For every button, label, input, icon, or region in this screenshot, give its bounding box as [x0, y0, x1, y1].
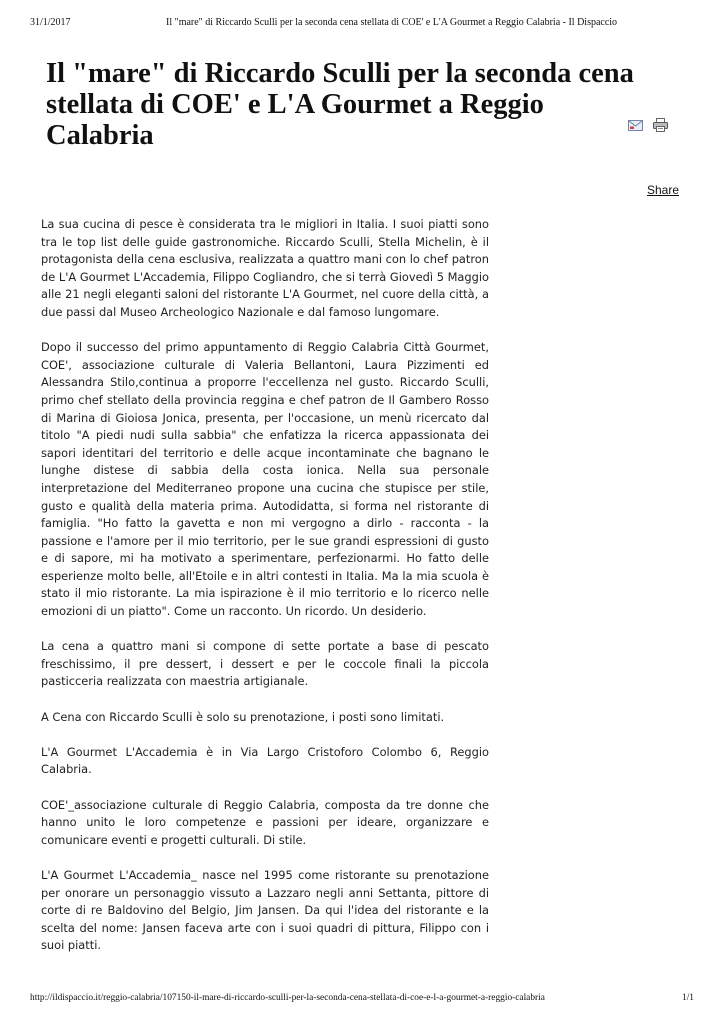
- article-paragraph: COE'_associazione culturale di Reggio Calabria, composta da tre donne che hanno unito le loro competenze e passioni per ideare, organizzare e comunicare eventi e progetti culturali. Di stile.: [41, 797, 489, 847]
- article-paragraph: La sua cucina di pesce è considerata tra le migliori in Italia. I suoi piatti sono tra le top list delle guide gastronomiche. Riccardo Sculli, Stella Michelin, è il protagonista della cena esclusiva, realizzata a quattro mani con lo chef patron de L'A Gourmet L'Accademia, Filippo Cogliandro, che si terrà Giovedì 5 Maggio alle 21 negli eleganti saloni del ristorante L'A Gourmet, nel cuore della città, a due passi dal Museo Archeologico Nazionale e dal famoso lungomare.: [41, 217, 489, 319]
- page-number: 1/1: [682, 993, 694, 1003]
- article-paragraph: La cena a quattro mani si compone di sette portate a base di pescato freschissimo, il pre dessert, i dessert e per le coccole finali la piccola pasticceria realizzata con maestria artigianale.: [41, 639, 489, 689]
- print-page-title: Il "mare" di Riccardo Sculli per la seconda cena stellata di COE' e L'A Gourmet a Reggio Calabria - Il Dispaccio: [166, 17, 618, 28]
- share-link[interactable]: Share: [646, 183, 679, 197]
- print-icon[interactable]: [653, 118, 668, 137]
- article-paragraph: A Cena con Riccardo Sculli è solo su prenotazione, i posti sono limitati.: [41, 709, 445, 724]
- article-body: [41, 216, 489, 973]
- article-title: Il "mare" di Riccardo Sculli per la seconda cena stellata di COE' e L'A Gourmet a Reggio Calabria: [46, 58, 634, 151]
- article-paragraph: L'A Gourmet L'Accademia_ nasce nel 1995 come ristorante su prenotazione per onorare un personaggio vissuto a Lazzaro negli anni Settanta, pittore di corte di re Baldovino del Belgio, Jim Jansen. Da qui l'idea del ristorante e la scelta del nome: Jansen faceva arte con i suoi quadri di pittura, Filippo con i suoi piatti.: [41, 867, 489, 953]
- page-url: http://ildispaccio.it/reggio-calabria/107150-il-mare-di-riccardo-sculli-per-la-seconda-cena-stellata-di-coe-e-l-a-gourmet-a-reggio-calabria: [30, 993, 545, 1003]
- article-paragraph: L'A Gourmet L'Accademia è in Via Largo Cristoforo Colombo 6, Reggio Calabria.: [41, 744, 489, 777]
- article-paragraph: Dopo il successo del primo appuntamento di Reggio Calabria Città Gourmet, COE', associazione culturale di Valeria Bellantoni, Laura Pizzimenti ed Alessandra Stilo,continua a proporre l'eccellenza nel gusto. Riccardo Sculli, primo chef stellato della provincia reggina e chef patron de Il Gambero Rosso di Marina di Gioiosa Jonica, presenta, per l'occasione, un menù ricercato dal titolo "A piedi nudi sulla sabbia" che enfatizza la ricerca appassionata dei sapori identitari del territorio e delle acque incontaminate che bagnano le lunghe distese di sabbia della costa ionica. Nella sua personale interpretazione del Mediterraneo propone una cucina che stupisce per stile, gusto e qualità della materia prima. Autodidatta, si forma nel ristorante di famiglia. "Ho fatto la gavetta e non mi vergogno a dirlo - racconta - la passione e l'amore per il mio territorio, per le sue grandi espressioni di gusto e di sapore, mi ha motivato a sperimentare, perfezionarmi. Ho fatto delle esperienze molto belle, all'Etoile e in altri contesti in Italia. Ma la mia scuola è stato il mio ristorante. La mia ispirazione è il mio territorio e lo ricerco nelle emozioni di un piatto". Come un racconto. Un ricordo. Un desiderio.: [41, 340, 489, 619]
- email-icon[interactable]: [628, 118, 643, 136]
- print-date: 31/1/2017: [30, 17, 71, 28]
